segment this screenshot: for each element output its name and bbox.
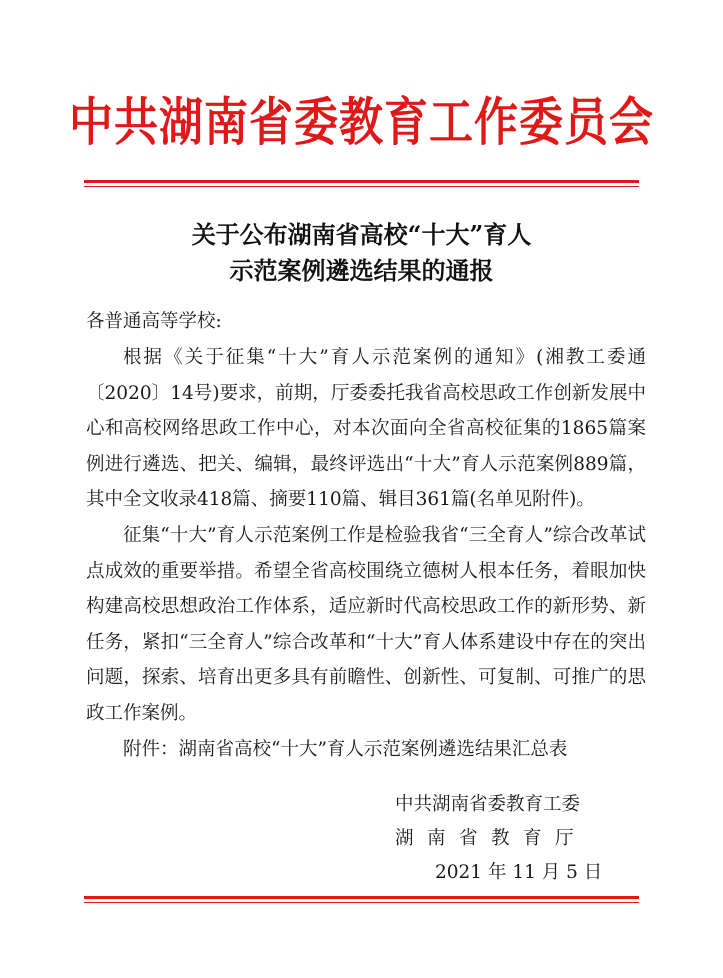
salutation: 各普通高等学校: — [86, 311, 222, 332]
signature-org-1: 中共湖南省委教育工委 — [395, 794, 581, 815]
footer-red-rule — [84, 896, 639, 899]
document-title-line-2: 示范案例遴选结果的通报 — [229, 256, 494, 285]
body-paragraph-2 — [86, 518, 646, 732]
paragraph-text: 根据《关于征集“十大”育人示范案例的通知》(湘教工委通〔2020〕14号)要求，前期，厅委委托我省高校思政工作创新发展中心和高校网络思政工作中心，对本次面向全省高校征集的1865篇案例进行遴选、把关、编辑，最终评选出“十大”育人示范案例889篇，其中全文收录418篇、摘要110篇、辑目361篇(名单见附件)。 — [86, 347, 646, 511]
header-red-rule — [84, 180, 639, 183]
footer-red-rule-thin — [84, 902, 639, 903]
signature-org-2: 湖南省教育厅 — [395, 828, 588, 849]
signature-date: 2021 年 11 月 5 日 — [435, 862, 603, 883]
header-red-rule-thin — [84, 186, 639, 187]
body-paragraph-1 — [86, 340, 646, 518]
attachment-note: 附件：湖南省高校“十大”育人示范案例遴选结果汇总表 — [123, 739, 568, 760]
issuing-authority-header: 中共湖南省委教育工作委员会 — [69, 92, 654, 153]
paragraph-text: 征集“十大”育人示范案例工作是检验我省“三全育人”综合改革试点成效的重要举措。希望全省高校围绕立德树人根本任务，着眼加快构建高校思想政治工作体系，适应新时代高校思政工作的新形势、新任务，紧扣“三全育人”综合改革和“十大”育人体系建设中存在的突出问题，探索、培育出更多具有前瞻性、创新性、可复制、可推广的思政工作案例。 — [86, 525, 646, 724]
document-title-line-1: 关于公布湖南省高校“十大”育人 — [191, 220, 532, 249]
